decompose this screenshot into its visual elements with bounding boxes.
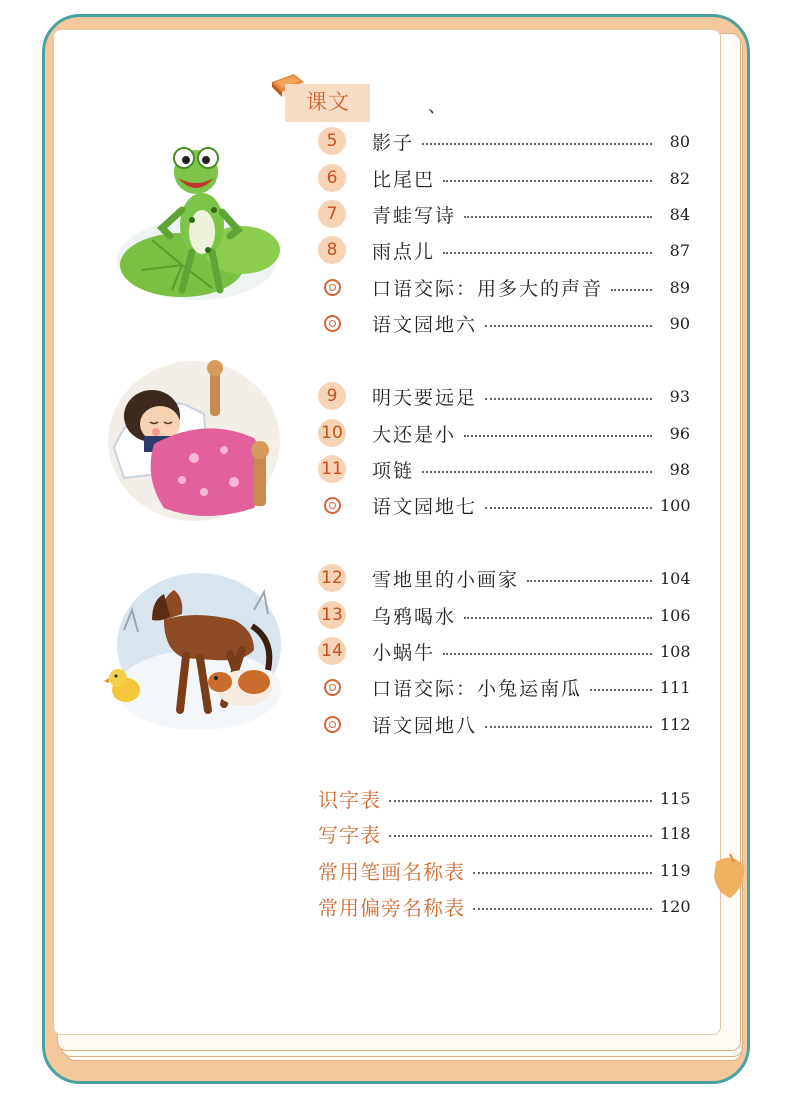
activity-title: 语文园地八	[372, 714, 478, 737]
horse-dog-chick-in-snow-illustration	[104, 570, 284, 740]
activity-title: 语文园地七	[372, 495, 478, 518]
lesson-number-badge: 9	[318, 382, 346, 410]
dot-leader	[485, 726, 652, 728]
lesson-title: 明天要远足	[372, 386, 478, 409]
lesson-title: 小蜗牛	[372, 641, 436, 664]
dot-leader	[485, 398, 652, 400]
toc-entry[interactable]	[318, 126, 690, 156]
lesson-number-badge: 12	[318, 564, 346, 592]
page-number: 120	[660, 896, 691, 916]
page-number: 119	[660, 860, 691, 880]
appendix-title: 常用笔画名称表	[318, 859, 465, 884]
page-number: 82	[669, 168, 690, 188]
double-circle-icon	[318, 309, 346, 337]
page-number: 111	[660, 677, 691, 697]
dot-leader	[527, 580, 652, 582]
appendix-title: 常用偏旁名称表	[318, 895, 465, 920]
page-number: 84	[669, 204, 690, 224]
dot-leader	[389, 800, 652, 802]
page-number: 87	[669, 240, 690, 260]
lesson-number-badge: 10	[318, 419, 346, 447]
decorative-mark: 、	[428, 96, 446, 117]
page-number: 93	[669, 386, 690, 406]
double-circle-icon	[318, 710, 346, 738]
leaf-tab-icon	[712, 852, 746, 902]
dot-leader	[443, 252, 652, 254]
page-number: 108	[660, 641, 691, 661]
lesson-number-badge: 8	[318, 236, 346, 264]
page-number: 115	[660, 788, 691, 808]
lesson-number-badge: 6	[318, 164, 346, 192]
lesson-title: 雨点儿	[372, 240, 436, 263]
appendix-entry[interactable]	[318, 890, 690, 922]
dot-leader	[485, 507, 652, 509]
page-number: 104	[660, 568, 691, 588]
dot-leader	[443, 180, 652, 182]
toc-entry[interactable]	[318, 672, 690, 702]
lesson-title: 青蛙写诗	[372, 204, 457, 227]
lesson-number-badge: 5	[318, 127, 346, 155]
page-number: 106	[660, 605, 691, 625]
double-circle-icon	[318, 673, 346, 701]
appendix-title: 识字表	[318, 787, 381, 812]
dot-leader	[422, 471, 652, 473]
page-number: 98	[669, 459, 690, 479]
dot-leader	[422, 143, 652, 145]
toc-entry[interactable]	[318, 636, 690, 666]
activity-title: 语文园地六	[372, 313, 478, 336]
page-number: 90	[669, 313, 690, 333]
dot-leader	[443, 653, 652, 655]
lesson-title: 雪地里的小画家	[372, 568, 520, 591]
page-number: 112	[660, 714, 691, 734]
dot-leader	[464, 435, 652, 437]
appendix-entry[interactable]	[318, 817, 690, 849]
dot-leader	[473, 908, 652, 910]
lesson-title: 比尾巴	[372, 168, 436, 191]
lesson-title: 项链	[372, 459, 415, 482]
sleeping-child-illustration	[104, 358, 284, 524]
dot-leader	[464, 617, 652, 619]
toc-entry[interactable]	[318, 272, 690, 302]
appendix-entry[interactable]	[318, 782, 690, 814]
double-circle-icon	[318, 273, 346, 301]
activity-title: 口语交际：用多大的声音	[372, 277, 604, 300]
page-number: 118	[660, 823, 691, 843]
dot-leader	[611, 289, 652, 291]
page-number: 80	[669, 131, 690, 151]
lesson-number-badge: 13	[318, 601, 346, 629]
page-number: 89	[669, 277, 690, 297]
page-number: 100	[660, 495, 691, 515]
activity-title: 口语交际：小兔运南瓜	[372, 677, 583, 700]
dot-leader	[590, 689, 652, 691]
toc-entry[interactable]	[318, 454, 690, 484]
double-circle-icon	[318, 491, 346, 519]
dot-leader	[464, 216, 652, 218]
dot-leader	[485, 325, 652, 327]
lesson-number-badge: 7	[318, 200, 346, 228]
toc-entry[interactable]	[318, 490, 690, 520]
toc-entry[interactable]	[318, 418, 690, 448]
lesson-title: 大还是小	[372, 423, 457, 446]
dot-leader	[473, 872, 652, 874]
frog-on-lily-pad-illustration	[112, 140, 282, 305]
appendix-entry[interactable]	[318, 854, 690, 886]
page-number: 96	[669, 423, 690, 443]
toc-entry[interactable]	[318, 199, 690, 229]
toc-entry[interactable]	[318, 709, 690, 739]
lesson-number-badge: 14	[318, 637, 346, 665]
lesson-title: 乌鸦喝水	[372, 605, 457, 628]
section-header-label: 课文	[306, 90, 350, 114]
toc-entry[interactable]	[318, 308, 690, 338]
toc-entry[interactable]	[318, 163, 690, 193]
toc-entry[interactable]	[318, 600, 690, 630]
toc-entry[interactable]	[318, 381, 690, 411]
toc-entry[interactable]	[318, 235, 690, 265]
toc-entry[interactable]	[318, 563, 690, 593]
dot-leader	[389, 835, 652, 837]
lesson-title: 影子	[372, 131, 415, 154]
appendix-title: 写字表	[318, 822, 381, 847]
lesson-number-badge: 11	[318, 455, 346, 483]
